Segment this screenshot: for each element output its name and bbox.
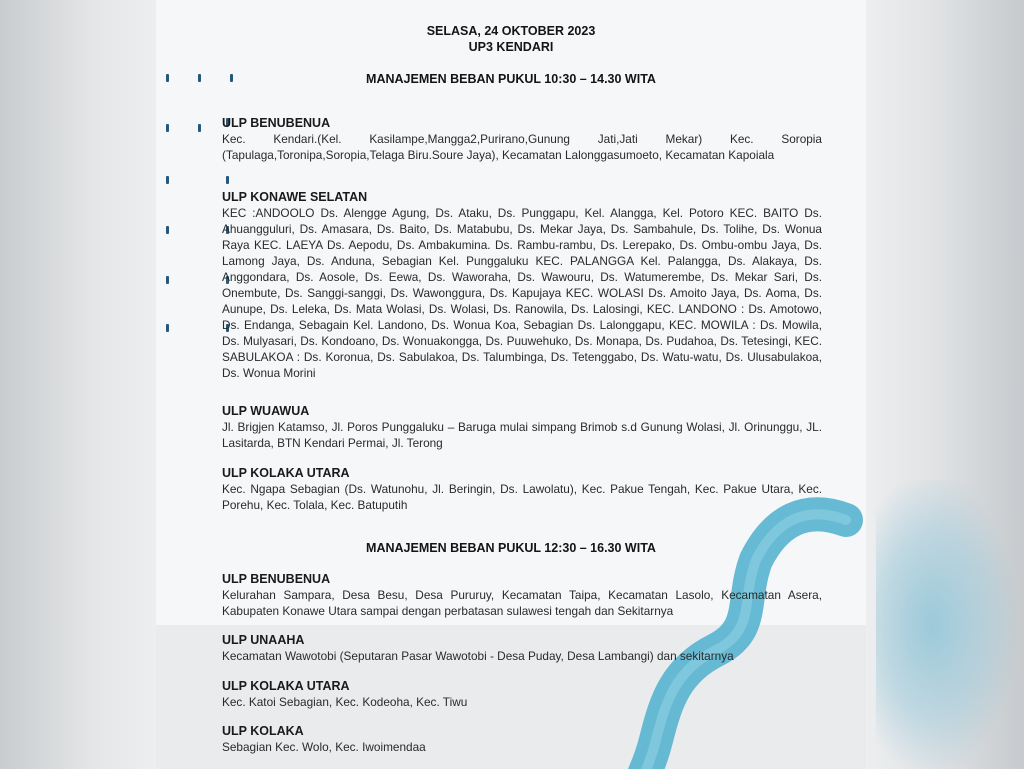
section-text: KEC :ANDOOLO Ds. Alengge Agung, Ds. Ataku, Ds. Punggapu, Kel. Alangga, Kel. Potoro KEC. BAITO Ds. Ahuangguluri, Ds. Amasara, Ds. Baito, Ds. Matabubu, Ds. Mekar Jaya, Ds. Sambahule, Ds. Tolihe, Ds. Wonua Raya KEC. LAEYA Ds. Aepodu, Ds. Ambakumina. Ds. Rambu-rambu, Ds. Lerepako, Ds. Ombu-ombu Jaya, Ds. Lamong Jaya, Ds. Anduna, Sebagian Kel. Punggaluku KEC. PALANGGA Kel. Palangga, Ds. Alakaya, Ds. Anggondara, Ds. Aosole, Ds. Eewa, Ds. Waworaha, Ds. Wawouru, Ds. Watumerembe, Ds. Mekar Sari, Ds. Onembute, Ds. Sanggi-sanggi, Ds. Wawonggura, Ds. Kapujaya KEC. WOLASI Ds. Amoito Jaya, Ds. Aoma, Ds. Aunupe, Ds. Leleka, Ds. Mata Wolasi, Ds. Wolasi, Ds. Ranowila, Ds. Lalosingi, KEC. LANDONO : Ds. Amotowo, Ds. Endanga, Sebagain Kel. Landono, Ds. Wonua Koa, Sebagian Ds. Lalonggapu, KEC. MOWILA : Ds. Mowila, Ds. Mulyasari, Ds. Kondoano, Ds. Wonuakongga, Ds. Puuwehuko, Ds. Monapa, Ds. Pudahoa, Ds. Tetesingi, KEC. SABULAKOA : Ds. Koronua, Ds. Sabulakoa, Ds. Talumbinga, Ds. Tetenggabo, Ds. Watu-watu, Ds. Ulusabulakoa, Ds. Wonua Morini <box>222 206 822 380</box>
blurred-wave-decoration <box>876 480 1016 769</box>
header-date: SELASA, 24 OKTOBER 2023 <box>426 24 596 38</box>
section-heading: ULP BENUBENUA <box>222 572 331 586</box>
section-text: Kecamatan Wawotobi (Seputaran Pasar Wawotobi - Desa Puday, Desa Lambangi) dan sekitarnya <box>222 649 734 663</box>
section-heading: ULP UNAAHA <box>222 633 305 647</box>
blurred-background-left <box>0 0 156 769</box>
header-unit: UP3 KENDARI <box>468 40 554 54</box>
section-heading: ULP BENUBENUA <box>222 116 331 130</box>
section-ulp-benubenua-2 <box>222 571 822 619</box>
section-text: Kec. Ngapa Sebagian (Ds. Watunohu, Jl. Beringin, Ds. Lawolatu), Kec. Pakue Tengah, Kec. Pakue Utara, Kec. Porehu, Kec. Tolala, Kec. Batuputih <box>222 482 822 512</box>
document-page <box>156 0 866 769</box>
block2-title: MANAJEMEN BEBAN PUKUL 12:30 – 16.30 WITA <box>366 541 656 555</box>
section-ulp-kolaka <box>222 723 822 755</box>
section-text: Kelurahan Sampara, Desa Besu, Desa Pururuy, Kecamatan Taipa, Kecamatan Lasolo, Kecamatan Asera, Kabupaten Konawe Utara sampai dengan perbatasan sulawesi tengah dan Sekitarnya <box>222 588 822 618</box>
section-ulp-konawe-selatan <box>222 189 822 381</box>
block1-title: MANAJEMEN BEBAN PUKUL 10:30 – 14.30 WITA <box>366 72 656 86</box>
section-ulp-wuawua <box>222 403 822 451</box>
document-content <box>156 0 866 769</box>
section-text: Kec. Kendari.(Kel. Kasilampe,Mangga2,Purirano,Gunung Jati,Jati Mekar) Kec. Soropia (Tapulaga,Toronipa,Soropia,Telaga Biru.Soure Jaya), Kecamatan Lalonggasumoeto, Kecamatan Kapoiala <box>222 132 822 162</box>
section-heading: ULP KOLAKA <box>222 724 304 738</box>
section-text: Kec. Katoi Sebagian, Kec. Kodeoha, Kec. Tiwu <box>222 695 468 709</box>
section-text: Jl. Brigjen Katamso, Jl. Poros Punggaluku – Baruga mulai simpang Brimob s.d Gunung Wolasi, Jl. Orinunggu, JL. Lasitarda, BTN Kendari Permai, Jl. Terong <box>222 420 822 450</box>
section-heading: ULP KOLAKA UTARA <box>222 679 350 693</box>
section-ulp-benubenua-1 <box>222 115 822 163</box>
section-heading: ULP KONAWE SELATAN <box>222 190 368 204</box>
section-heading: ULP KOLAKA UTARA <box>222 466 350 480</box>
section-ulp-kolaka-utara-2 <box>222 678 822 710</box>
section-ulp-unaaha <box>222 632 822 664</box>
blurred-background-right <box>866 0 1024 769</box>
section-text: Sebagian Kec. Wolo, Kec. Iwoimendaa <box>222 740 426 754</box>
section-ulp-kolaka-utara-1 <box>222 465 822 513</box>
section-heading: ULP WUAWUA <box>222 404 310 418</box>
